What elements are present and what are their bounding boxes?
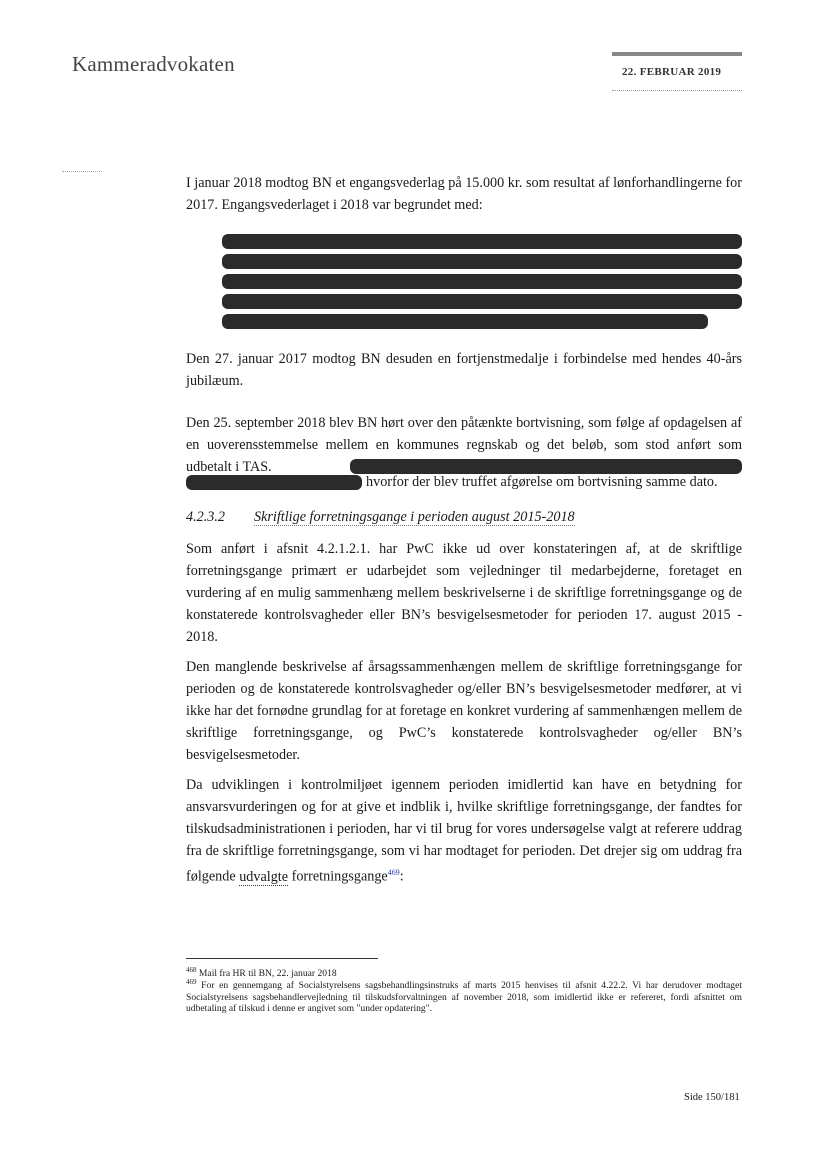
paragraph-engangsvederlag: I januar 2018 modtog BN et engangsvederlag på 15.000 kr. som resultat af lønforhandlingerne for 2017. Engangsvederlaget i 2018 var begrundet med: [186,175,742,213]
document-date: 22. FEBRUAR 2019 [622,66,722,78]
footnote-rule [186,958,378,959]
date-rule-bottom [612,90,742,91]
redaction-block [222,254,742,269]
redaction-block [222,234,742,249]
colon: : [399,868,404,885]
paragraph-fortjenstmedalje: Den 27. januar 2017 modtog BN desuden en fortjenstmedalje i forbindelse med hendes 40-års jubilæum. [186,351,742,389]
redaction-block [186,475,362,490]
footnote-469 [186,977,742,1015]
section-number: 4.2.3.2 [186,509,226,525]
kontrolmiljoe-text: Da udviklingen i kontrolmiljøet igennem perioden imidlertid kan have en betydning for ansvarsvurderingen og for at give et indblik i, hvilke skriftlige forretningsgange, der fandtes for tilskudsadministrationen i perioden, har vi til brug for vores undersøgelse valgt at referere uddrag fra de skriftlige forretningsgange, som vi har modtaget for perioden. Det drejer sig om uddrag fra følgende [186,777,742,885]
date-rule-top [612,52,742,56]
forretningsgange-text: forretningsgange [291,868,388,885]
footnote-reference-469[interactable]: 469 [387,868,400,877]
bortvisning-text-main: Den 25. september 2018 blev BN hørt over den påtænkte bortvisning, som følge af opdagelsen af en uoverensstemmelse mellem en kommunes regnskab og det beløb, som stod anført som udbetalt i TAS. [186,415,742,475]
footnote-number: 469 [186,978,197,986]
page-number: Side 150/181 [684,1092,740,1103]
footnote-number: 468 [186,966,197,974]
margin-mark [62,171,102,172]
redaction-block [222,294,742,309]
udvalgte-link[interactable]: udvalgte [239,868,289,885]
paragraph-kontrolmiljoe [186,774,742,888]
footnote-text: For en gennemgang af Socialstyrelsens sagsbehandlingsinstruks af marts 2015 henvises til afsnit 4.22.2. Vi har derudover modtaget Socialstyrelsens sagsbehandlervejledning til tilskudsforvaltningen af november 2018, som imidlertid ikke er refereret, fordi afsnittet om udbetaling af tilskud i denne er angivet som "under opdatering". [186,980,743,1015]
paragraph-pwc-vurdering: Som anført i afsnit 4.2.1.2.1. har PwC ikke ud over konstateringen af, at de skriftlige forretningsgange primært er udarbejdet som vejledninger til medarbejderne, foretaget en vurdering af en mulig sammenhæng mellem beskrivelserne i de skriftlige forretningsgange og de konstaterede kontrolsvagheder eller BN’s besvigelsesmetoder for perioden 17. august 2015 - 2018. [186,541,742,645]
section-heading [186,509,575,526]
redaction-block [222,274,742,289]
footnote-text: Mail fra HR til BN, 22. januar 2018 [198,968,337,980]
paragraph-bortvisning-continuation: hvorfor der blev truffet afgørelse om bortvisning samme dato. [366,474,718,490]
redaction-block [222,314,708,329]
paragraph-manglende-beskrivelse: Den manglende beskrivelse af årsagssammenhængen mellem de skriftlige forretningsgange for perioden og de konstaterede kontrolsvagheder og/eller BN’s besvigelsesmetoder medfører, at vi ikke har det fornødne grundlag for at foretage en konkret vurdering af sammenhængen mellem de skriftlige forretningsgange, og PwC’s konstaterede kontrolsvagheder og/eller BN’s besvigelsesmetoder. [186,659,742,763]
section-title: Skriftlige forretningsgange i perioden august 2015-2018 [254,509,575,525]
organization-logo: Kammeradvokaten [72,52,235,76]
